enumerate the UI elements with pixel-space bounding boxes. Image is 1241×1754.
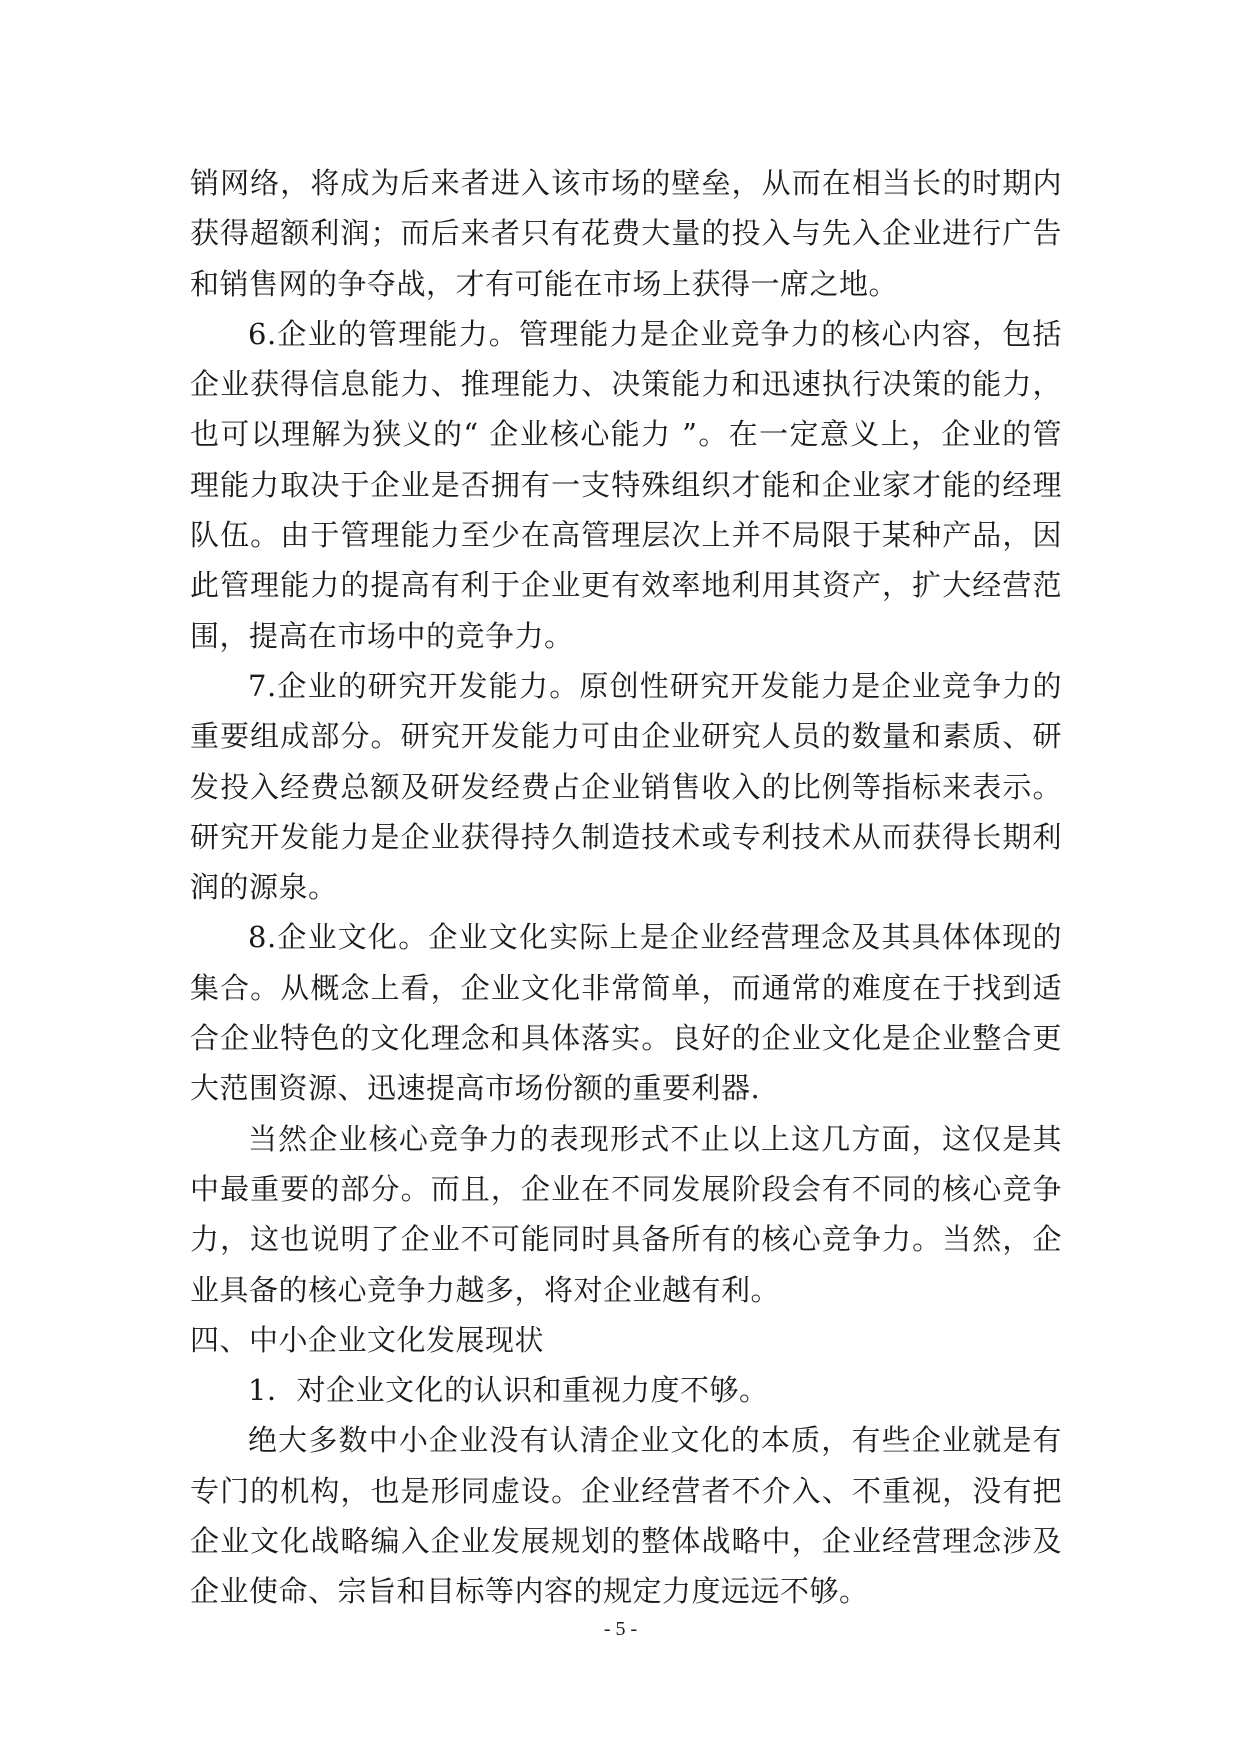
paragraph-culture-awareness: 绝大多数中小企业没有认清企业文化的本质，有些企业就是有专门的机构，也是形同虚设。企业经营者不介入、不重视，没有把企业文化战略编入企业发展规划的整体战略中，企业经营理念涉及企业使命、宗旨和目标等内容的规定力度远远不够。 xyxy=(190,1423,1062,1609)
paragraph-continuation: 销网络，将成为后来者进入该市场的壁垒，从而在相当长的时期内获得超额利润；而后来者只有花费大量的投入与先入企业进行广告和销售网的争夺战，才有可能在市场上获得一席之地。 xyxy=(190,166,1062,301)
section-heading: 四、中小企业文化发展现状 xyxy=(190,1322,545,1357)
subsection-heading: 1．对企业文化的认识和重视力度不够。 xyxy=(248,1373,769,1408)
paragraph-core-competence-summary: 当然企业核心竞争力的表现形式不止以上这几方面，这仅是其中最重要的部分。而且，企业在不同发展阶段会有不同的核心竞争力，这也说明了企业不可能同时具备所有的核心竞争力。当然，企业具备的核心竞争力越多，将对企业越有利。 xyxy=(190,1121,1062,1307)
document-body xyxy=(190,158,1062,1617)
paragraph-enterprise-culture: 8.企业文化。企业文化实际上是企业经营理念及其具体体现的集合。从概念上看，企业文化非常简单，而通常的难度在于找到适合企业特色的文化理念和具体落实。良好的企业文化是企业整合更大范围资源、迅速提高市场份额的重要利器. xyxy=(190,920,1062,1106)
page-number: - 5 - xyxy=(603,1618,638,1640)
paragraph-rd-ability: 7.企业的研究开发能力。原创性研究开发能力是企业竞争力的重要组成部分。研究开发能力可由企业研究人员的数量和素质、研发投入经费总额及研发经费占企业销售收入的比例等指标来表示。研究开发能力是企业获得持久制造技术或专利技术从而获得长期利润的源泉。 xyxy=(190,668,1062,905)
paragraph-management-ability: 6.企业的管理能力。管理能力是企业竞争力的核心内容，包括企业获得信息能力、推理能力、决策能力和迅速执行决策的能力，也可以理解为狭义的“ 企业核心能力 ”。在一定意义上，企业的管理能力取决于企业是否拥有一支特殊组织才能和企业家才能的经理队伍。由于管理能力至少在高管理层次上并不局限于某种产品，因此管理能力的提高有利于企业更有效率地利用其资产，扩大经营范围，提高在市场中的竞争力。 xyxy=(190,316,1062,653)
